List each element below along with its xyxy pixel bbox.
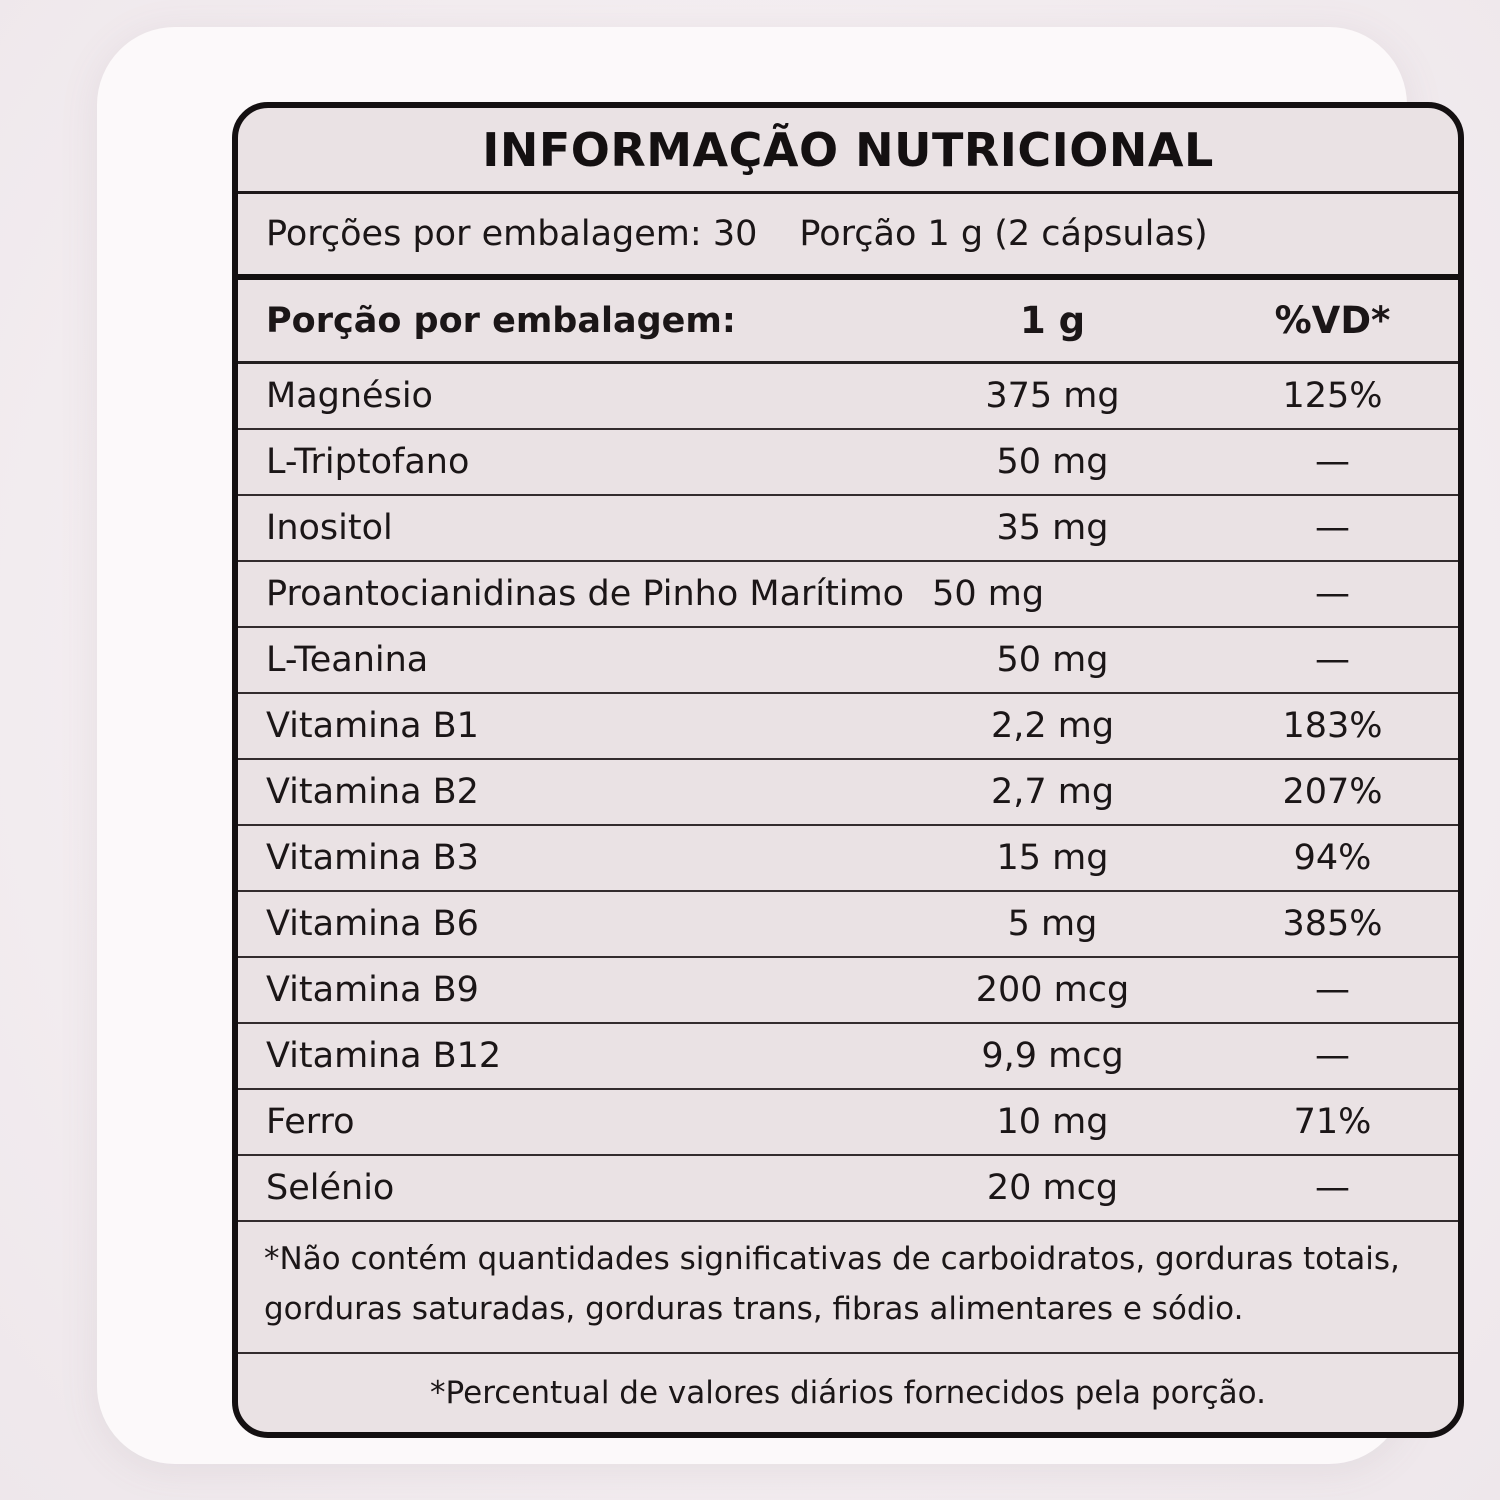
- header-name-column: Porção por embalagem:: [266, 300, 736, 341]
- nutrient-name: Vitamina B1: [266, 706, 479, 746]
- nutrient-amount: 200 mcg: [975, 970, 1130, 1010]
- nutrient-amount: 50 mg: [996, 640, 1109, 680]
- nutrient-name: Selénio: [266, 1168, 395, 1208]
- nutrient-row: [238, 628, 1458, 694]
- nutrient-name: L-Teanina: [266, 640, 429, 680]
- nutrient-name: Ferro: [266, 1102, 355, 1142]
- nutrient-amount: 50 mg: [932, 574, 1045, 614]
- label-card: [97, 27, 1407, 1464]
- table-header-row: [238, 280, 1458, 364]
- nutrient-dv: —: [1315, 442, 1350, 482]
- nutrient-name: Vitamina B2: [266, 772, 479, 812]
- nutrient-dv: 183%: [1282, 706, 1383, 746]
- nutrient-name: Vitamina B3: [266, 838, 479, 878]
- nutrient-dv: —: [1315, 1168, 1350, 1208]
- nutrient-row: [238, 958, 1458, 1024]
- nutrient-amount: 15 mg: [996, 838, 1109, 878]
- nutrient-name: L-Triptofano: [266, 442, 470, 482]
- nutrient-amount: 5 mg: [1007, 904, 1098, 944]
- nutrient-dv: —: [1315, 1036, 1350, 1076]
- nutrient-name: Proantocianidinas de Pinho Marítimo: [266, 574, 905, 614]
- serving-size: Porção 1 g (2 cápsulas): [799, 214, 1208, 254]
- nutrient-amount: 20 mcg: [986, 1168, 1119, 1208]
- nutrient-amount: 50 mg: [996, 442, 1109, 482]
- header-amount-column: 1 g: [1019, 299, 1086, 342]
- nutrient-row: [238, 562, 1458, 628]
- nutrient-amount: 375 mg: [985, 376, 1120, 416]
- nutrient-row: [238, 760, 1458, 826]
- nutrient-name: Magnésio: [266, 376, 433, 416]
- nutrient-row: [238, 826, 1458, 892]
- nutrient-row: [238, 694, 1458, 760]
- footnote-daily-values: *Percentual de valores diários fornecidos pela porção.: [430, 1375, 1266, 1411]
- nutrition-facts-panel: [232, 102, 1464, 1438]
- nutrient-amount: 2,2 mg: [990, 706, 1115, 746]
- nutrient-dv: 94%: [1293, 838, 1372, 878]
- nutrient-amount: 35 mg: [996, 508, 1109, 548]
- nutrient-row: [238, 496, 1458, 562]
- servings-per-package: Porções por embalagem: 30: [266, 214, 758, 254]
- nutrient-dv: 125%: [1282, 376, 1383, 416]
- nutrient-amount: 2,7 mg: [990, 772, 1115, 812]
- nutrient-name: Vitamina B9: [266, 970, 479, 1010]
- nutrient-name: Vitamina B12: [266, 1036, 502, 1076]
- nutrient-row: [238, 1090, 1458, 1156]
- nutrient-row: [238, 364, 1458, 430]
- nutrient-row: [238, 892, 1458, 958]
- nutrient-row: [238, 1024, 1458, 1090]
- nutrient-dv: —: [1315, 574, 1350, 614]
- nutrient-amount: 10 mg: [996, 1102, 1109, 1142]
- nutrient-dv: —: [1315, 508, 1350, 548]
- nutrient-row: [238, 1156, 1458, 1222]
- nutrient-rows: [238, 364, 1458, 1222]
- nutrient-dv: 71%: [1293, 1102, 1372, 1142]
- nutrient-dv: —: [1315, 970, 1350, 1010]
- header-dv-column: %VD*: [1274, 299, 1391, 342]
- nutrient-dv: —: [1315, 640, 1350, 680]
- nutrient-row: [238, 430, 1458, 496]
- nutrient-amount: 9,9 mcg: [981, 1036, 1124, 1076]
- nutrient-name: Inositol: [266, 508, 393, 548]
- nutrient-dv: 207%: [1282, 772, 1383, 812]
- nutrition-title: INFORMAÇÃO NUTRICIONAL: [238, 108, 1458, 194]
- servings-row: [238, 194, 1458, 280]
- footnote-no-significant-amounts: *Não contém quantidades significativas de carboidratos, gorduras totais, gorduras saturadas, gorduras trans, fibras alimentares e sódio.: [238, 1222, 1458, 1354]
- nutrient-name: Vitamina B6: [266, 904, 479, 944]
- nutrient-dv: 385%: [1282, 904, 1383, 944]
